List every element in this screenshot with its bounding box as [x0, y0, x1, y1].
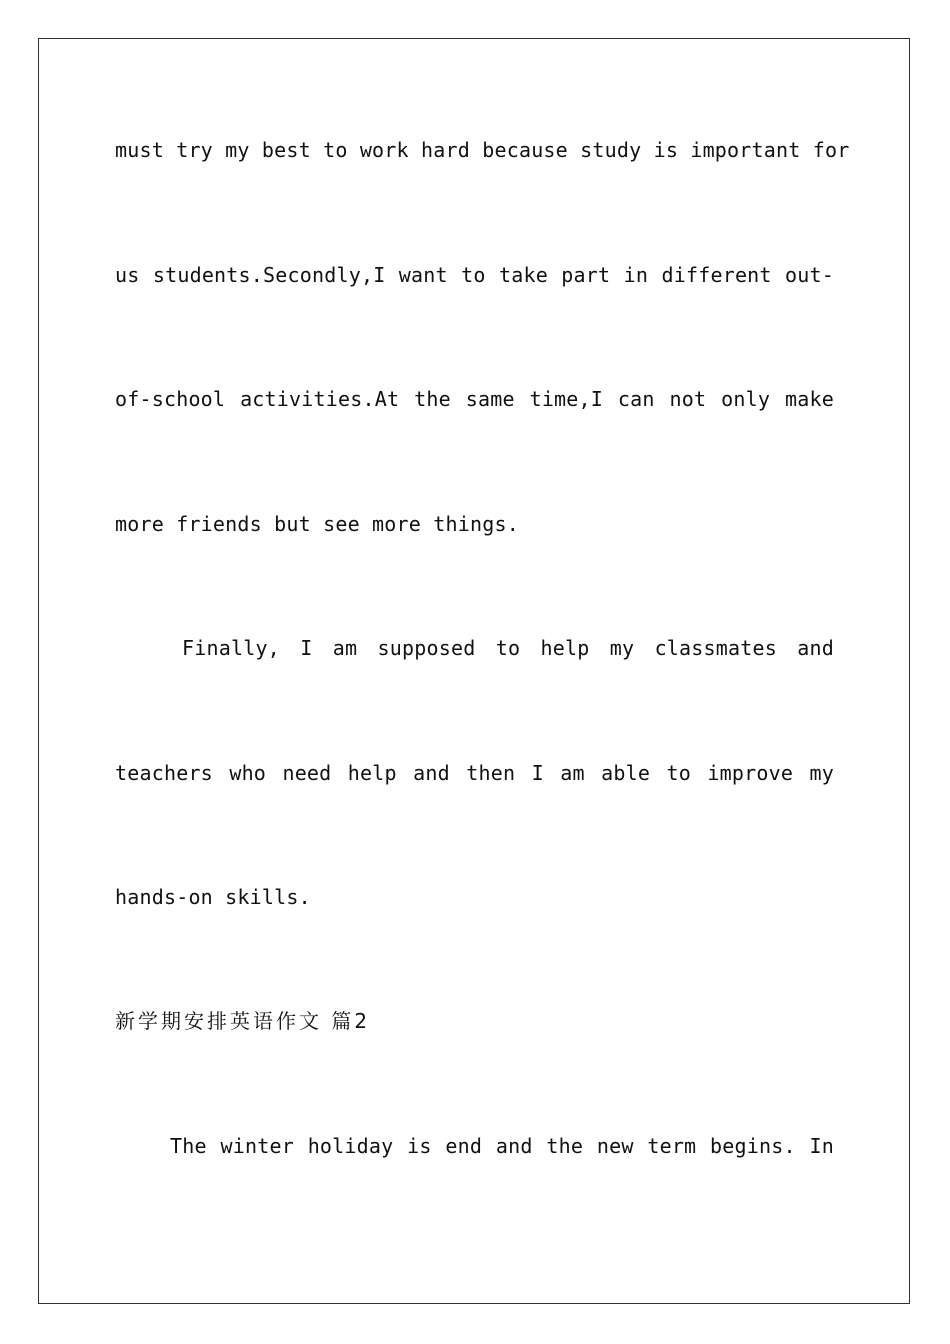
text-line-3: of-school activities.At the same time,I can not only make [115, 387, 834, 411]
text-line-4: more friends but see more things. [115, 512, 519, 536]
text-line-5: Finally, I am supposed to help my classmates and [182, 636, 834, 660]
text-line-7: hands-on skills. [115, 885, 311, 909]
text-line-6: teachers who need help and then I am able to improve my [115, 761, 834, 785]
page-border [38, 38, 910, 1304]
text-line-2: us students.Secondly,I want to take part in different out- [115, 263, 834, 287]
text-line-1: must try my best to work hard because study is important for [115, 138, 850, 162]
text-line-8: The winter holiday is end and the new term begins. In [170, 1134, 834, 1158]
section-heading: 新学期安排英语作文 篇2 [115, 1009, 371, 1033]
